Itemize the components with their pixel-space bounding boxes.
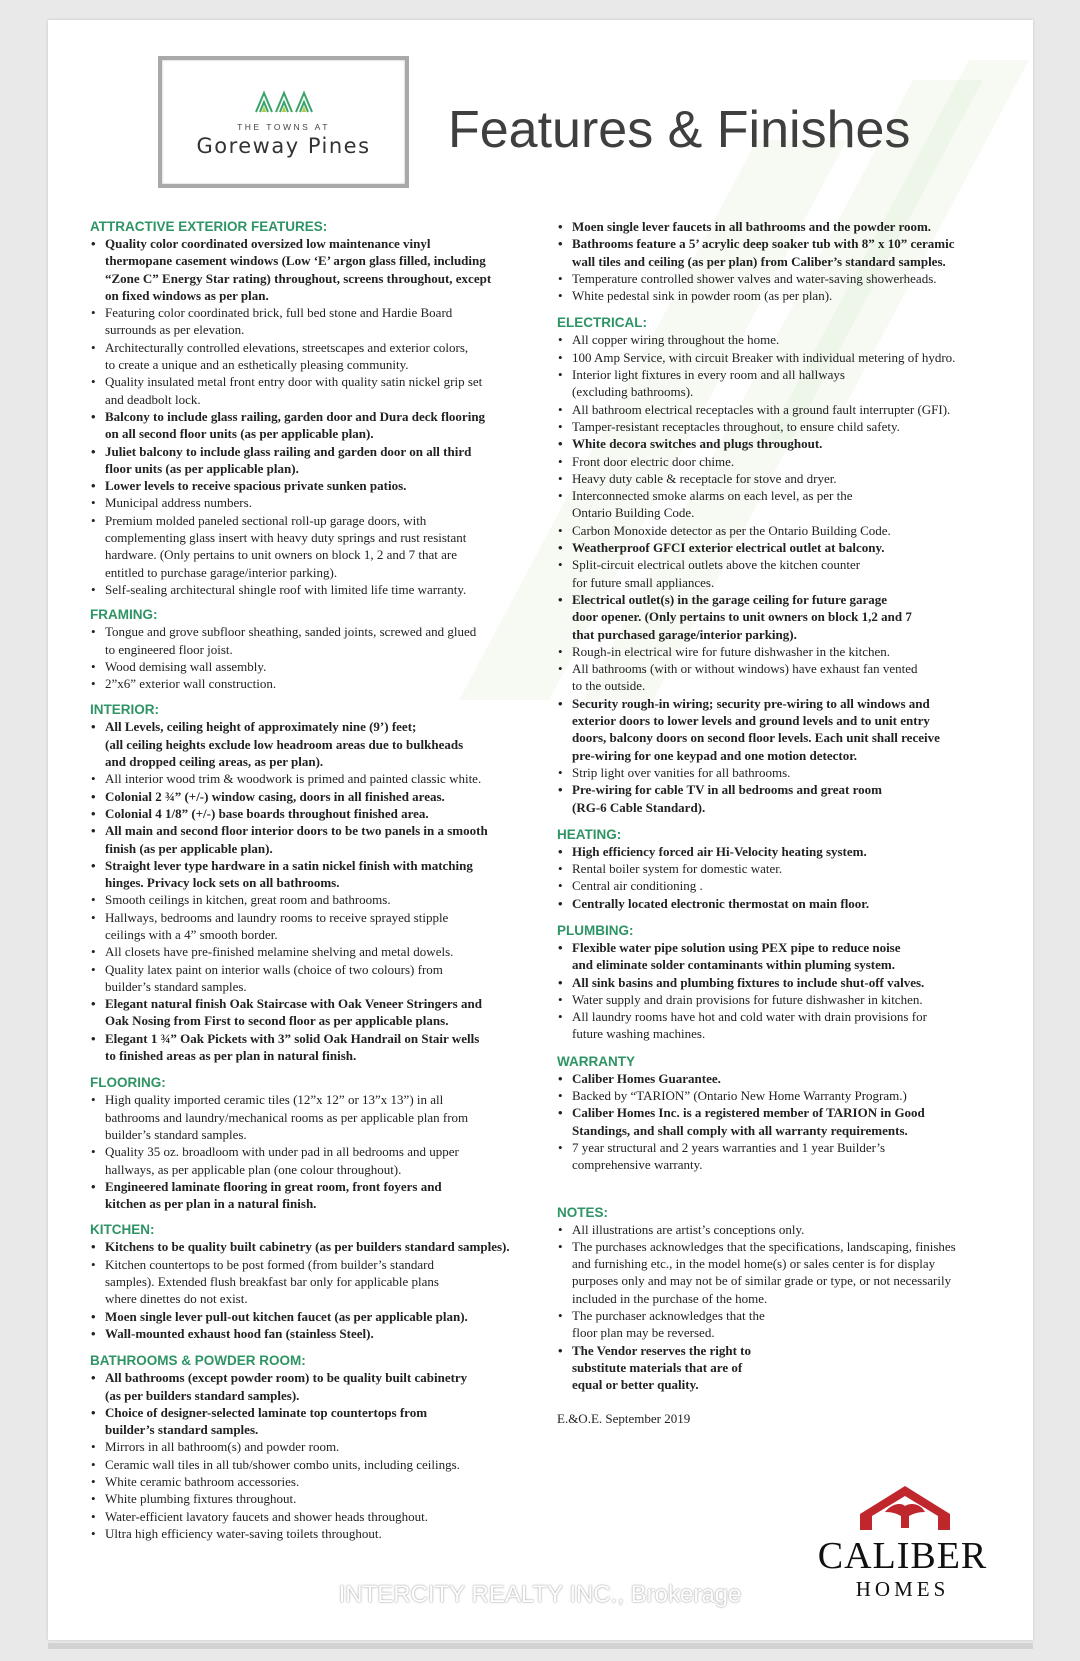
section xyxy=(557,922,1007,1043)
feature-list xyxy=(90,1091,530,1212)
list-item: • Bathrooms feature a 5’ acrylic deep soaker tub with 8” x 10” ceramic wall tiles and ceiling (as per plan) from Caliber’s standard samples. xyxy=(557,235,1007,270)
list-item: • Quality color coordinated oversized low maintenance vinyl thermopane casement windows (Low ‘E’ argon glass filled, including “Zone C” Energy Star rating) throughout, screens throughout, except on fixed windows as per plan. xyxy=(90,235,530,304)
list-item: • Interconnected smoke alarms on each level, as per the Ontario Building Code. xyxy=(557,487,1007,522)
list-item: • Quality latex paint on interior walls (choice of two colours) from builder’s standard samples. xyxy=(90,961,530,996)
list-item: • Colonial 2 ¾” (+/-) window casing, doors in all finished areas. xyxy=(90,788,530,805)
pine-trees-icon xyxy=(254,90,314,114)
feature-list xyxy=(557,1070,1007,1174)
list-item: • White plumbing fixtures throughout. xyxy=(90,1490,530,1507)
list-item: • 7 year structural and 2 years warranties and 1 year Builder’s comprehensive warranty. xyxy=(557,1139,1007,1174)
section xyxy=(90,1221,530,1342)
section-title: ELECTRICAL: xyxy=(557,315,647,331)
list-item: • Interior light fixtures in every room and all hallways (excluding bathrooms). xyxy=(557,366,1007,401)
section xyxy=(557,826,1007,912)
list-item: • Choice of designer-selected laminate top countertops from builder’s standard samples. xyxy=(90,1404,530,1439)
list-item: • Weatherproof GFCI exterior electrical outlet at balcony. xyxy=(557,539,1007,556)
page-title: Features & Finishes xyxy=(448,101,911,159)
list-item: • All interior wood trim & woodwork is primed and painted classic white. xyxy=(90,770,530,787)
list-item: • The purchases acknowledges that the specifications, landscaping, finishes and furnishing etc., in the model home(s) or sales center is for display purposes only and may not be of similar grade or type, or not necessarily included in the purchase of the home. xyxy=(557,1238,1007,1307)
bathroom-continued-list xyxy=(557,218,1007,304)
list-item: • Colonial 4 1/8” (+/-) base boards throughout finished area. xyxy=(90,805,530,822)
list-item: • Featuring color coordinated brick, full bed stone and Hardie Board surrounds as per elevation. xyxy=(90,304,530,339)
list-item: • Kitchen countertops to be post formed (from builder’s standard samples). Extended flush breakfast bar only for applicable plans where dinettes do not exist. xyxy=(90,1256,530,1308)
list-item: • Ultra high efficiency water-saving toilets throughout. xyxy=(90,1525,530,1542)
section-title: FRAMING: xyxy=(90,607,158,623)
list-item: • Self-sealing architectural shingle roof with limited life time warranty. xyxy=(90,581,530,598)
section xyxy=(557,314,1007,815)
list-item: • Caliber Homes Guarantee. xyxy=(557,1070,1007,1087)
caliber-homes-text: HOMES xyxy=(855,1577,950,1601)
list-item: • Mirrors in all bathroom(s) and powder room. xyxy=(90,1438,530,1455)
feature-list xyxy=(90,1238,530,1342)
list-item: • Elegant 1 ¾” Oak Pickets with 3” solid Oak Handrail on Stair wells to finished areas as per plan in natural finish. xyxy=(90,1030,530,1065)
section-title: BATHROOMS & POWDER ROOM: xyxy=(90,1353,306,1369)
list-item: • Strip light over vanities for all bathrooms. xyxy=(557,764,1007,781)
section xyxy=(557,1204,1007,1394)
list-item: • Municipal address numbers. xyxy=(90,494,530,511)
list-item: • Elegant natural finish Oak Staircase with Oak Veneer Stringers and Oak Nosing from First to second floor as per applicable plans. xyxy=(90,995,530,1030)
section-title: WARRANTY xyxy=(557,1053,635,1069)
list-item: • Architecturally controlled elevations, streetscapes and exterior colors, to create a unique and an esthetically pleasing community. xyxy=(90,339,530,374)
section-title: INTERIOR: xyxy=(90,702,159,718)
list-item: • Security rough-in wiring; security pre-wiring to all windows and exterior doors to lower levels and ground levels and to unit entry doors, balcony doors on second floor levels. Each unit shall receive pre-wiring for one keypad and one motion detector. xyxy=(557,695,1007,764)
section-title: FLOORING: xyxy=(90,1075,166,1091)
list-item: • Pre-wiring for cable TV in all bedrooms and great room (RG-6 Cable Standard). xyxy=(557,781,1007,816)
logo-big-text: Goreway Pines xyxy=(196,134,371,158)
list-item: • All main and second floor interior doors to be two panels in a smooth finish (as per applicable plan). xyxy=(90,822,530,857)
list-item: • Ceramic wall tiles in all tub/shower combo units, including ceilings. xyxy=(90,1456,530,1473)
caliber-homes-logo xyxy=(810,1482,995,1612)
list-item: • All bathroom electrical receptacles with a ground fault interrupter (GFI). xyxy=(557,401,1007,418)
list-item: • Smooth ceilings in kitchen, great room and bathrooms. xyxy=(90,891,530,908)
section xyxy=(90,1352,530,1542)
section xyxy=(90,701,530,1064)
section xyxy=(90,218,530,598)
feature-list xyxy=(90,235,530,598)
list-item: • Juliet balcony to include glass railing and garden door on all third floor units (as per applicable plan). xyxy=(90,443,530,478)
list-item: • All laundry rooms have hot and cold water with drain provisions for future washing machines. xyxy=(557,1008,1007,1043)
list-item: • Tamper-resistant receptacles throughout, to ensure child safety. xyxy=(557,418,1007,435)
section-title: KITCHEN: xyxy=(90,1222,155,1238)
list-item: • Moen single lever pull-out kitchen faucet (as per applicable plan). xyxy=(90,1308,530,1325)
list-item: • Heavy duty cable & receptacle for stove and dryer. xyxy=(557,470,1007,487)
list-item: • Electrical outlet(s) in the garage ceiling for future garage door opener. (Only pertains to unit owners on block 1,2 and 7 that purchased garage/interior parking). xyxy=(557,591,1007,643)
list-item: • Quality 35 oz. broadloom with under pad in all bedrooms and upper hallways, as per applicable plan (one colour throughout). xyxy=(90,1143,530,1178)
list-item: • Lower levels to receive spacious private sunken patios. xyxy=(90,477,530,494)
list-item: • Temperature controlled shower valves and water-saving showerheads. xyxy=(557,270,1007,287)
list-item: • All sink basins and plumbing fixtures to include shut-off valves. xyxy=(557,974,1007,991)
eoe-date: E.&O.E. September 2019 xyxy=(557,1410,691,1426)
list-item: • Tongue and grove subfloor sheathing, sanded joints, screwed and glued to engineered floor joist. xyxy=(90,623,530,658)
list-item: • Straight lever type hardware in a satin nickel finish with matching hinges. Privacy lock sets on all bathrooms. xyxy=(90,857,530,892)
goreway-pines-logo xyxy=(158,56,409,188)
feature-list xyxy=(90,718,530,1064)
list-item: • Balcony to include glass railing, garden door and Dura deck flooring on all second floor units (as per applicable plan). xyxy=(90,408,530,443)
section-title: NOTES: xyxy=(557,1204,609,1220)
list-item: • Split-circuit electrical outlets above the kitchen counter for future small appliances. xyxy=(557,556,1007,591)
list-item: • Carbon Monoxide detector as per the Ontario Building Code. xyxy=(557,522,1007,539)
list-item: • All bathrooms (with or without windows) have exhaust fan vented to the outside. xyxy=(557,660,1007,695)
list-item: • All closets have pre-finished melamine shelving and metal dowels. xyxy=(90,943,530,960)
list-item: • Rough-in electrical wire for future dishwasher in the kitchen. xyxy=(557,643,1007,660)
list-item: • Front door electric door chime. xyxy=(557,453,1007,470)
list-item: • All illustrations are artist’s conceptions only. xyxy=(557,1221,1007,1238)
list-item: • The Vendor reserves the right to substitute materials that are of equal or better quality. xyxy=(557,1342,1007,1394)
list-item: • Water supply and drain provisions for future dishwasher in kitchen. xyxy=(557,991,1007,1008)
feature-list xyxy=(90,1369,530,1542)
list-item: • Caliber Homes Inc. is a registered member of TARION in Good Standings, and shall comply with all warranty requirements. xyxy=(557,1104,1007,1139)
list-item: • All copper wiring throughout the home. xyxy=(557,331,1007,348)
list-item: • The purchaser acknowledges that the floor plan may be reversed. xyxy=(557,1307,1007,1342)
list-item: • All Levels, ceiling height of approximately nine (9’) feet; (all ceiling heights exclude low headroom areas due to bulkheads and dropped ceiling areas, as per plan). xyxy=(90,718,530,770)
list-item: • Rental boiler system for domestic water. xyxy=(557,860,1007,877)
feature-list xyxy=(90,623,530,692)
list-item: • Hallways, bedrooms and laundry rooms to receive sprayed stipple ceilings with a 4” smooth border. xyxy=(90,909,530,944)
section-title: PLUMBING: xyxy=(557,922,634,938)
list-item: • White decora switches and plugs throughout. xyxy=(557,435,1007,452)
list-item: • Central air conditioning . xyxy=(557,877,1007,894)
section xyxy=(90,1074,530,1212)
feature-list xyxy=(557,1221,1007,1394)
section-title: HEATING: xyxy=(557,826,622,842)
list-item: • High quality imported ceramic tiles (12”x 12” or 13”x 13”) in all bathrooms and laundry/mechanical rooms as per applicable plan from builder’s standard samples. xyxy=(90,1091,530,1143)
section xyxy=(557,1053,1007,1174)
right-column xyxy=(557,218,1007,1427)
list-item: • Engineered laminate flooring in great room, front foyers and kitchen as per plan in a natural finish. xyxy=(90,1178,530,1213)
list-item: • Wall-mounted exhaust hood fan (stainless Steel). xyxy=(90,1325,530,1342)
section-title: ATTRACTIVE EXTERIOR FEATURES: xyxy=(90,219,328,234)
list-item: • Premium molded paneled sectional roll-up garage doors, with complementing glass insert with heavy duty springs and rust resistant hardware. (Only pertains to unit owners on block 1, 2 and 7 that are entitled to purchase garage/interior parking). xyxy=(90,512,530,581)
caliber-wordmark: CALIBER xyxy=(817,1535,988,1577)
list-item: • Kitchens to be quality built cabinetry (as per builders standard samples). xyxy=(90,1238,530,1255)
house-roof-tree-icon xyxy=(855,1482,955,1532)
list-item: • All bathrooms (except powder room) to be quality built cabinetry (as per builders standard samples). xyxy=(90,1369,530,1404)
list-item: • Quality insulated metal front entry door with quality satin nickel grip set and deadbolt lock. xyxy=(90,373,530,408)
list-item: • Water-efficient lavatory faucets and shower heads throughout. xyxy=(90,1508,530,1525)
list-item: • Backed by “TARION” (Ontario New Home Warranty Program.) xyxy=(557,1087,1007,1104)
list-item: • Moen single lever faucets in all bathrooms and the powder room. xyxy=(557,218,1007,235)
feature-list xyxy=(557,939,1007,1043)
list-item: • White pedestal sink in powder room (as per plan). xyxy=(557,287,1007,304)
list-item: • Wood demising wall assembly. xyxy=(90,658,530,675)
list-item: • Centrally located electronic thermostat on main floor. xyxy=(557,895,1007,912)
feature-list xyxy=(557,331,1007,815)
list-item: • High efficiency forced air Hi-Velocity heating system. xyxy=(557,843,1007,860)
brokerage-watermark: INTERCITY REALTY INC., Brokerage xyxy=(338,1581,742,1608)
list-item: • 2”x6” exterior wall construction. xyxy=(90,675,530,692)
logo-small-text: THE TOWNS AT xyxy=(237,122,330,132)
feature-list xyxy=(557,843,1007,912)
section xyxy=(90,606,530,692)
list-item: • Flexible water pipe solution using PEX pipe to reduce noise and eliminate solder contaminants within pluming system. xyxy=(557,939,1007,974)
page-bottom-edge xyxy=(48,1643,1033,1649)
left-column xyxy=(90,218,530,1542)
list-item: • White ceramic bathroom accessories. xyxy=(90,1473,530,1490)
list-item: • 100 Amp Service, with circuit Breaker with individual metering of hydro. xyxy=(557,349,1007,366)
